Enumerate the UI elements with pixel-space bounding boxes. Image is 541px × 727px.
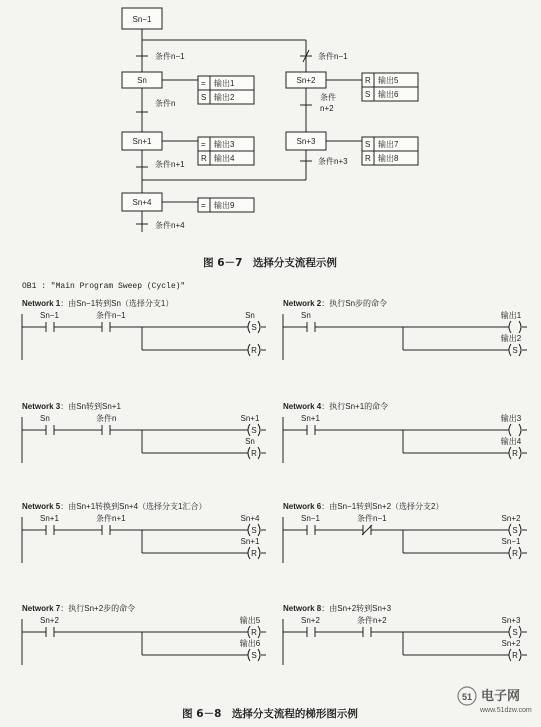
network-colon: ： [60, 299, 69, 308]
coil-type: R [251, 628, 257, 637]
network-title: 执行Sn步的命令 [329, 299, 388, 308]
network-header [283, 501, 444, 511]
action-qualifier: S [365, 90, 371, 99]
step-label: Sn [137, 76, 147, 85]
coil-paren [248, 626, 250, 638]
step-label: Sn+4 [132, 198, 152, 207]
network-header [22, 603, 135, 613]
coil-paren [258, 447, 260, 459]
coil-label: Sn+4 [240, 514, 260, 523]
coil-paren [258, 321, 260, 333]
coil-paren [509, 447, 511, 459]
coil-paren [258, 626, 260, 638]
step-label: Sn+3 [296, 137, 316, 146]
coil-paren [509, 424, 511, 436]
coil-paren [519, 321, 521, 333]
coil-paren [248, 424, 250, 436]
coil-paren [519, 649, 521, 661]
network-label: Network 8 [283, 604, 322, 613]
coil-label: Sn [245, 437, 255, 446]
network-label: Network 5 [22, 502, 61, 511]
coil-type: R [251, 549, 257, 558]
coil-label: 输出2 [500, 334, 522, 343]
coil-label: Sn+2 [501, 639, 521, 648]
coil-paren [248, 321, 250, 333]
condition-label: 条件n+1 [155, 160, 185, 169]
network-header [22, 501, 207, 511]
coil-label: 输出5 [239, 616, 261, 625]
coil-label: 输出1 [500, 311, 522, 320]
network-2 [283, 298, 527, 360]
network-label: Network 2 [283, 299, 322, 308]
coil-paren [519, 626, 521, 638]
coil-label: 输出4 [500, 437, 522, 446]
network-3 [22, 401, 266, 463]
contact-label: Sn+2 [40, 616, 59, 625]
coil-paren [519, 344, 521, 356]
figure-caption-6-7: 图 6－7 选择分支流程示例 [203, 257, 337, 269]
coil-paren [509, 344, 511, 356]
coil-paren [258, 649, 260, 661]
coil-paren [519, 524, 521, 536]
action-qualifier: S [365, 140, 371, 149]
coil-label: Sn+2 [501, 514, 521, 523]
coil-label: Sn−1 [501, 537, 521, 546]
coil-paren [248, 447, 250, 459]
action-output: 输出1 [214, 79, 235, 88]
contact-label: Sn−1 [40, 311, 59, 320]
network-colon: ： [321, 299, 330, 308]
network-label: Network 3 [22, 402, 61, 411]
network-label: Network 4 [283, 402, 322, 411]
action-qualifier: R [201, 154, 207, 163]
action-output: 输出9 [214, 201, 235, 210]
action-output: 输出8 [378, 154, 399, 163]
action-qualifier: R [365, 76, 371, 85]
coil-paren [519, 424, 521, 436]
coil-label: Sn+1 [240, 537, 260, 546]
watermark-text: 电子网 [481, 688, 521, 703]
network-header [283, 603, 392, 613]
condition-label: 条件n+4 [155, 221, 185, 230]
watermark-url: www.51dzw.com [480, 707, 532, 714]
coil-paren [248, 524, 250, 536]
contact-label: 条件n−1 [357, 514, 387, 523]
coil-type: R [251, 449, 257, 458]
coil-paren [258, 547, 260, 559]
coil-label: Sn+3 [501, 616, 521, 625]
coil-paren [248, 344, 250, 356]
coil-paren [509, 524, 511, 536]
coil-type: S [512, 628, 518, 637]
coil-type: R [251, 346, 257, 355]
condition-label: 条件n [155, 99, 176, 108]
coil-paren [258, 344, 260, 356]
coil-type: R [512, 449, 518, 458]
coil-type: R [512, 549, 518, 558]
network-title: 执行Sn+2步的命令 [68, 604, 136, 613]
figure-caption-6-8: 图 6－8 选择分支流程的梯形图示例 [182, 708, 358, 720]
action-qualifier: S [201, 93, 207, 102]
action-qualifier: = [201, 201, 206, 210]
action-output: 输出6 [378, 90, 399, 99]
action-qualifier: = [201, 140, 206, 149]
action-output: 输出4 [214, 154, 235, 163]
condition-label: 条件n+3 [318, 157, 348, 166]
action-qualifier: = [201, 79, 206, 88]
contact-label: 条件n [96, 414, 117, 423]
condition-label: n+2 [320, 104, 334, 113]
coil-paren [248, 649, 250, 661]
network-1 [22, 298, 266, 360]
network-header [22, 298, 173, 308]
network-colon: ： [60, 502, 69, 511]
contact-label: Sn [40, 414, 50, 423]
coil-label: 输出3 [500, 414, 522, 423]
coil-paren [258, 424, 260, 436]
contact-label: Sn−1 [301, 514, 320, 523]
action-output: 输出2 [214, 93, 235, 102]
action-output: 输出5 [378, 76, 399, 85]
network-title: 由Sn−1转到Sn（选择分支1） [68, 299, 174, 308]
network-title: 执行Sn+1的命令 [329, 402, 389, 411]
coil-paren [509, 626, 511, 638]
step-label: Sn−1 [132, 15, 152, 24]
coil-label: 输出6 [239, 639, 261, 648]
action-output: 输出3 [214, 140, 235, 149]
network-colon: ： [60, 402, 69, 411]
condition-label: 条件n−1 [318, 52, 348, 61]
coil-type: R [512, 651, 518, 660]
network-title: 由Sn+1转换到Sn+4（选择分支1汇合） [68, 502, 207, 511]
network-colon: ： [60, 604, 69, 613]
coil-type: S [251, 526, 257, 535]
coil-type: S [512, 526, 518, 535]
network-6 [283, 501, 527, 563]
action-qualifier: R [365, 154, 371, 163]
coil-type: S [512, 346, 518, 355]
network-colon: ： [321, 604, 330, 613]
coil-paren [509, 321, 511, 333]
coil-type: S [251, 426, 257, 435]
contact-label: Sn+1 [40, 514, 59, 523]
ladder-networks [22, 298, 527, 665]
contact-label: Sn+2 [301, 616, 320, 625]
svg-text:51: 51 [462, 692, 473, 702]
coil-label: Sn [245, 311, 255, 320]
contact-label: Sn [301, 311, 311, 320]
watermark-logo [458, 687, 532, 714]
network-header [283, 401, 388, 411]
network-title: 由Sn−1转到Sn+2（选择分支2） [329, 502, 444, 511]
network-title: 由Sn转到Sn+1 [68, 402, 121, 411]
network-7 [22, 603, 266, 665]
contact-label: 条件n+2 [357, 616, 387, 625]
network-title: 由Sn+2转到Sn+3 [329, 604, 392, 613]
contact-label: Sn+1 [301, 414, 320, 423]
coil-paren [509, 649, 511, 661]
contact-label: 条件n−1 [96, 311, 126, 320]
coil-paren [509, 547, 511, 559]
ob-title: OB1 : "Main Program Sweep (Cycle)" [22, 282, 186, 291]
step-label: Sn+2 [296, 76, 316, 85]
network-label: Network 6 [283, 502, 322, 511]
network-5 [22, 501, 266, 563]
condition-label: 条件n−1 [155, 52, 185, 61]
network-8 [283, 603, 527, 665]
network-label: Network 7 [22, 604, 61, 613]
network-label: Network 1 [22, 299, 61, 308]
coil-paren [519, 547, 521, 559]
network-colon: ： [321, 402, 330, 411]
coil-paren [519, 447, 521, 459]
network-header [22, 401, 121, 411]
network-colon: ： [321, 502, 330, 511]
step-label: Sn+1 [132, 137, 152, 146]
coil-type: S [251, 323, 257, 332]
coil-paren [248, 547, 250, 559]
coil-paren [258, 524, 260, 536]
network-4 [283, 401, 527, 463]
coil-type: S [251, 651, 257, 660]
contact-label: 条件n+1 [96, 514, 126, 523]
coil-label: Sn+1 [240, 414, 260, 423]
action-output: 输出7 [378, 140, 399, 149]
network-header [283, 298, 387, 308]
condition-label: 条件 [320, 93, 336, 102]
